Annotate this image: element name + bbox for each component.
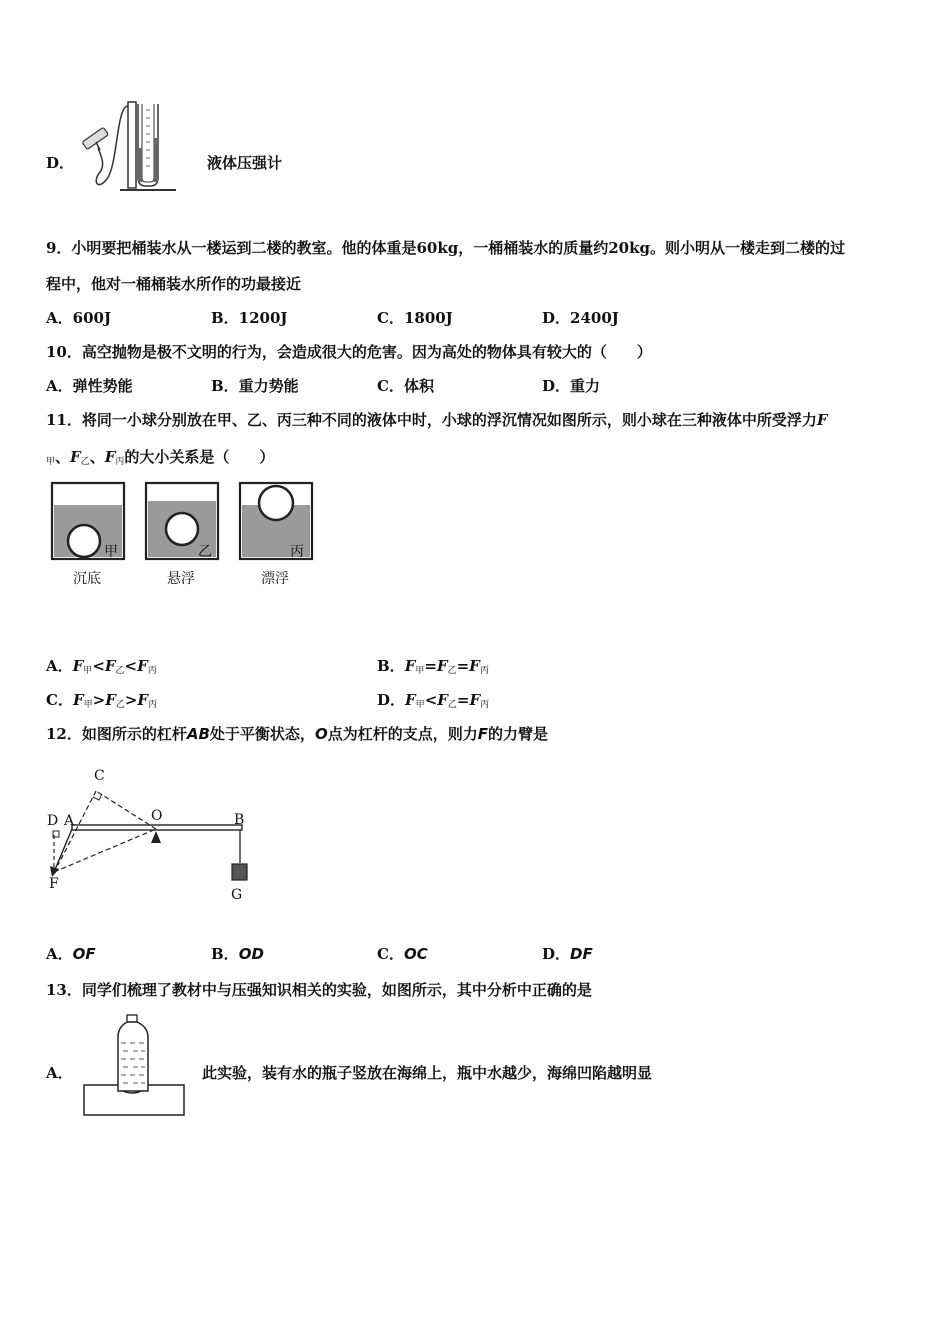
lever-label-c: C — [94, 768, 105, 784]
q11-option-b — [377, 655, 489, 676]
opt-sub: 甲 — [415, 700, 425, 710]
opt-part: F — [72, 657, 84, 675]
opt-label: D． — [377, 691, 406, 709]
opt-part: =F — [456, 691, 481, 709]
opt-part: =F — [424, 657, 448, 675]
opt-sub: 甲 — [83, 666, 93, 676]
q11-F: F — [70, 448, 81, 466]
q10-option-c: C．体积 — [377, 377, 434, 395]
q11-stem-tail: 的大小关系是（ ） — [124, 448, 275, 466]
buoyancy-beakers-figure — [50, 481, 315, 563]
q12-option-d — [542, 943, 593, 964]
q11-stem-line1 — [46, 409, 828, 430]
opt-part: >F — [124, 691, 149, 709]
q9-stem-line1: 9．小明要把桶装水从一楼运到二楼的教室。他的体重是60kg，一桶桶装水的质量约20kg。则小明从一楼走到二楼的过 — [46, 239, 845, 257]
q12-option-c — [377, 943, 428, 964]
q12-stem — [46, 723, 548, 744]
opt-part: <F — [124, 657, 148, 675]
opt-sub: 甲 — [415, 666, 425, 676]
q12-stem-O: O — [314, 725, 328, 743]
q9-stem-line2: 程中，他对一桶桶装水所作的功最接近 — [46, 275, 302, 293]
opt-sub: 乙 — [447, 700, 457, 710]
q11-option-c — [46, 689, 157, 710]
q9-option-b: B．1200J — [211, 309, 288, 327]
q11-sep: 、 — [89, 448, 105, 466]
q11-option-a — [46, 655, 157, 676]
opt-label: D． — [542, 945, 571, 963]
opt-label: A． — [46, 945, 73, 963]
beaker-mark-bing: 丙 — [290, 544, 304, 560]
opt-sub: 丙 — [480, 700, 490, 710]
lever-label-f: F — [49, 876, 59, 892]
beaker-caption-float: 漂浮 — [261, 571, 289, 587]
lever-label-a: A — [64, 813, 75, 829]
opt-label: C． — [377, 945, 404, 963]
opt-sub: 乙 — [115, 666, 125, 676]
opt-label: B． — [377, 657, 405, 675]
q12-option-b — [211, 943, 264, 964]
opt-sub: 乙 — [447, 666, 457, 676]
opt-sub: 乙 — [115, 700, 125, 710]
q10-option-b: B．重力势能 — [211, 377, 299, 395]
q13-stem: 13．同学们梳理了教材中与压强知识相关的实验，如图所示，其中分析中正确的是 — [46, 981, 592, 999]
q11-stem-F: F — [816, 411, 828, 429]
q13-option-a-label: A． — [46, 1064, 73, 1082]
opt-part: <F — [92, 657, 116, 675]
q12-stem-mid: 处于平衡状态， — [209, 725, 315, 743]
opt-value: DF — [570, 945, 593, 963]
beaker-mark-jia: 甲 — [104, 544, 118, 560]
q12-stem-mid2: 点为杠杆的支点，则力 — [327, 725, 478, 743]
opt-value: OD — [238, 945, 264, 963]
opt-part: F — [405, 691, 416, 709]
beaker-caption-suspend: 悬浮 — [167, 571, 195, 587]
q8-option-d-text: 液体压强计 — [207, 154, 283, 172]
lever-label-g: G — [231, 887, 243, 903]
lever-label-b: B — [234, 812, 245, 828]
bottle-sponge-figure — [82, 1013, 190, 1118]
q10-option-d: D．重力 — [542, 377, 601, 395]
q11-stem-line2 — [46, 446, 274, 467]
q8-option-d-label: D． — [46, 154, 75, 172]
ball-suspend — [166, 513, 198, 545]
opt-part: F — [404, 657, 416, 675]
q11-sep: 、 — [55, 448, 71, 466]
opt-label: B． — [211, 945, 239, 963]
opt-sub: 丙 — [147, 666, 157, 676]
q12-stem-post: 的力臂是 — [487, 725, 548, 743]
pressure-gauge-icon — [70, 98, 180, 198]
q11-sub: 乙 — [80, 457, 90, 467]
lever-label-d: D — [47, 813, 59, 829]
q11-option-d — [377, 689, 489, 710]
q11-stem-text: 11．将同一小球分别放在甲、乙、丙三种不同的液体中时，小球的浮沉情况如图所示，则小球在三种液体中所受浮力 — [46, 411, 817, 429]
opt-value: OF — [72, 945, 96, 963]
q12-stem-pre: 12．如图所示的杠杆 — [46, 725, 187, 743]
opt-label: C． — [46, 691, 73, 709]
ball-sink — [68, 525, 100, 557]
q10-option-a: A．弹性势能 — [46, 377, 133, 395]
q11-sub: 甲 — [46, 457, 56, 467]
opt-sub: 丙 — [148, 700, 158, 710]
q12-option-a — [46, 943, 96, 964]
q9-option-d: D．2400J — [542, 309, 619, 327]
opt-part: F — [72, 691, 84, 709]
ball-float — [259, 486, 293, 520]
opt-value: OC — [403, 945, 428, 963]
opt-sub: 甲 — [83, 700, 93, 710]
q10-stem: 10．高空抛物是极不文明的行为，会造成很大的危害。因为高处的物体具有较大的（ ） — [46, 343, 652, 361]
opt-label: A． — [46, 657, 73, 675]
q9-option-c: C．1800J — [377, 309, 453, 327]
beaker-mark-yi: 乙 — [198, 544, 212, 560]
opt-sub: 丙 — [479, 666, 489, 676]
beaker-caption-sink: 沉底 — [73, 571, 101, 587]
opt-part: >F — [92, 691, 116, 709]
q9-option-a: A．600J — [46, 309, 112, 327]
opt-part: <F — [424, 691, 448, 709]
lever-label-o: O — [151, 808, 163, 824]
q13-option-a-text: 此实验，装有水的瓶子竖放在海绵上，瓶中水越少，海绵凹陷越明显 — [202, 1064, 653, 1082]
opt-part: =F — [456, 657, 480, 675]
q11-sub: 丙 — [115, 457, 125, 467]
q12-stem-F: F — [477, 725, 488, 743]
q12-stem-AB: AB — [186, 725, 210, 743]
q11-F: F — [104, 448, 116, 466]
